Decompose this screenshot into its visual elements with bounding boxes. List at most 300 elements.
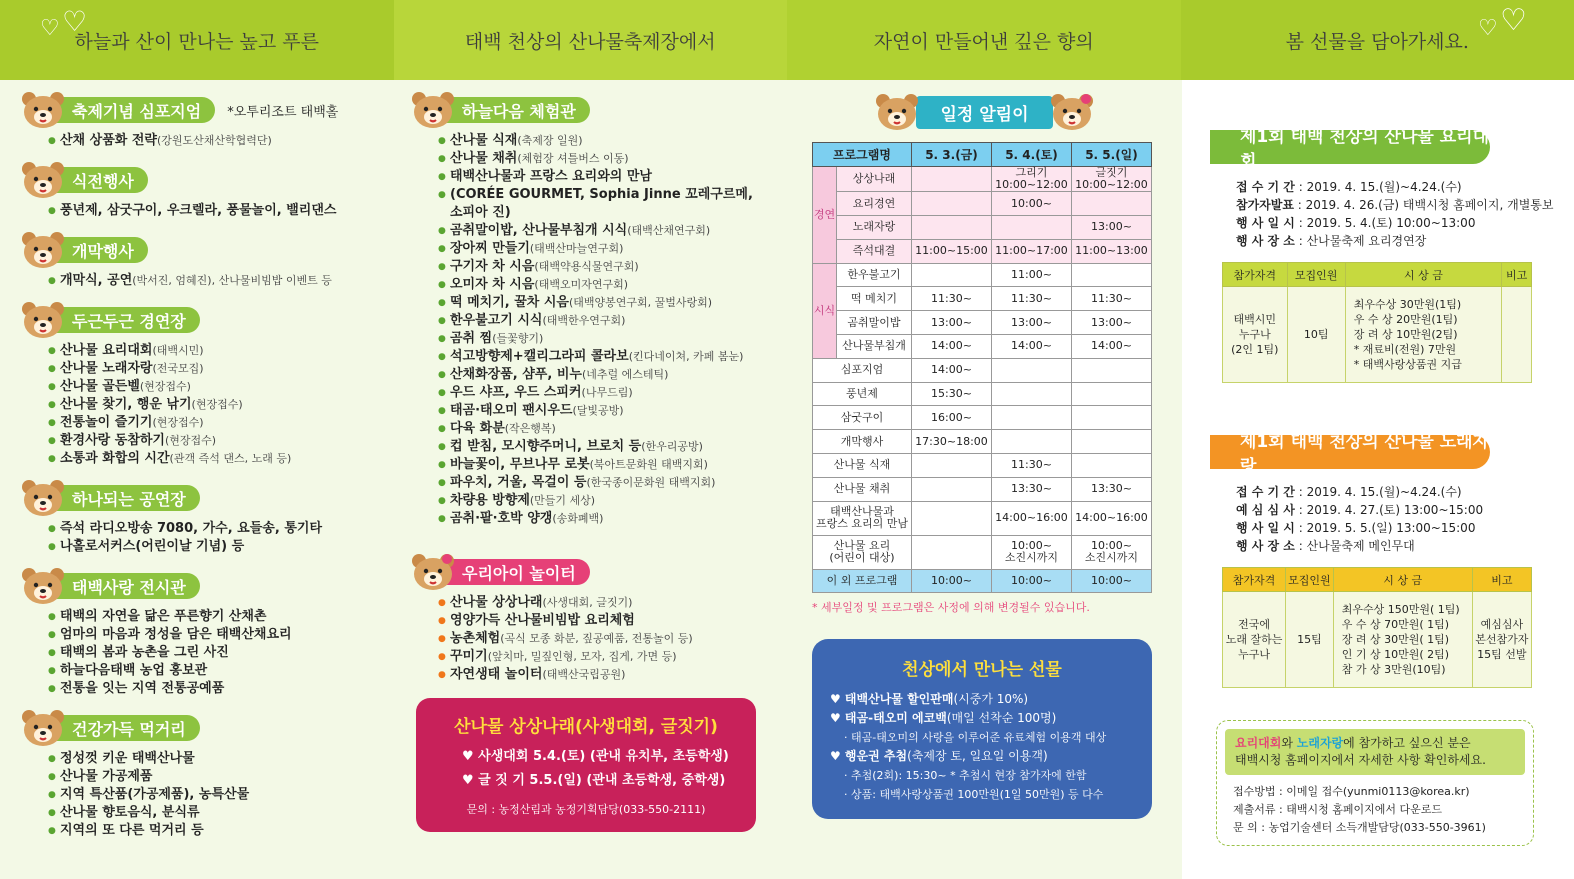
item-note: (나무드림): [581, 386, 633, 399]
list-item: [60, 804, 388, 822]
schedule-cell: 11:30~: [1071, 287, 1151, 311]
info-row: 접 수 기 간 : 2019. 4. 15.(월)~4.24.(수): [1236, 180, 1462, 194]
schedule-cell: 10:00~: [1071, 569, 1151, 593]
gift-line: [830, 785, 1134, 804]
info-label: 접 수 기 간: [1236, 485, 1295, 499]
item-text: 파우치, 거울, 목걸이 등: [450, 475, 587, 490]
item-text: 다육 화분: [450, 421, 505, 436]
schedule-cell: 10:00~: [991, 569, 1071, 593]
info-label: 참가자발표: [1236, 198, 1294, 212]
contest-qual: 태백시민 누구나 (2인 1팀): [1223, 287, 1288, 383]
item-text: 전통놀이 즐기기: [60, 415, 153, 430]
inquiry-text: 에 참가하고 싶으신 분은: [1343, 736, 1471, 750]
item-text: 엄마의 마음과 정성을 담은 태백산채요리: [60, 627, 292, 642]
item-note: (킨다네이쳐, 카페 봄눈): [628, 350, 744, 363]
item-note: (곡식 모종 화분, 짚공예품, 전통놀이 등): [500, 632, 693, 645]
item-text: 산나물 요리대회: [60, 343, 153, 358]
section-title: 두근두근 경연장: [54, 307, 200, 333]
item-text: 자연생태 놀이터: [450, 667, 543, 682]
list-item: [450, 594, 768, 612]
list-item: [450, 612, 768, 630]
schedule-header-cell: 프로그램명: [813, 143, 912, 167]
item-text: 소통과 화합의 시간: [60, 451, 170, 466]
schedule-cell: [911, 192, 991, 216]
program-name: 곰취말이밥: [837, 311, 912, 335]
item-note: (태백산마늘연구회): [529, 242, 624, 255]
bear-icon: [18, 566, 68, 606]
item-text: 산나물 골든벨: [60, 379, 140, 394]
schedule-cell: 14:00~: [1071, 334, 1151, 358]
schedule-cell: 10:00~ 소진시까지: [991, 535, 1071, 569]
list-item: [60, 272, 388, 290]
list-item: [60, 432, 388, 450]
list-item: [450, 366, 768, 384]
item-text: 산채 상품화 전략: [60, 133, 157, 148]
schedule-header: [812, 90, 1157, 134]
list-item: [450, 276, 768, 294]
item-note: (한우리공방): [641, 440, 703, 453]
list-item: [60, 644, 388, 662]
gift-text: · 상품: 태백사랑상품권 100만원(1일 50만원) 등 다수: [844, 788, 1104, 802]
heart-icon: ♡: [40, 16, 60, 41]
list-item: [450, 456, 768, 474]
item-text: 태곰·태오미 팬시우드: [450, 403, 573, 418]
schedule-header-cell: 5. 5.(일): [1071, 143, 1151, 167]
list-item: [60, 786, 388, 804]
list-item: [450, 420, 768, 438]
bear-icon: [408, 90, 458, 130]
item-note: (앞치마, 밀짚인형, 모자, 집게, 가면 등): [487, 650, 677, 663]
program-section: [18, 566, 388, 698]
contest-header-cell: 시 상 금: [1345, 263, 1502, 287]
schedule-cell: 14:00~16:00: [1071, 501, 1151, 535]
table-row: [1223, 287, 1532, 383]
heart-icon: ♡: [1478, 16, 1498, 41]
item-note: (강원도산채산학협력단): [156, 134, 272, 147]
item-text: 컵 받침, 모시향주머니, 브로치 등: [450, 439, 642, 454]
info-label: 행 사 장 소: [1236, 234, 1295, 248]
list-item: [450, 402, 768, 420]
item-note: (체험장 셔틀버스 이동): [517, 152, 629, 165]
item-text: 지역 특산품(가공제품), 농특산물: [60, 787, 250, 802]
bear-icon: [18, 230, 68, 270]
left-column: [18, 90, 388, 850]
experience-section: [408, 90, 768, 528]
program-section: [18, 300, 388, 468]
experience-list: [408, 132, 768, 528]
schedule-cell: 17:30~18:00: [911, 430, 991, 454]
schedule-cell: [1071, 263, 1151, 287]
item-text: 꾸미기: [450, 649, 488, 664]
schedule-cell: 13:00~: [1071, 311, 1151, 335]
program-name: 풍년제: [813, 382, 912, 406]
schedule-cell: 11:30~: [911, 287, 991, 311]
program-name: 산나물부침개: [837, 334, 912, 358]
section-list: [18, 520, 388, 556]
item-note: (송화폐백): [552, 512, 604, 525]
inquiry-box: [1216, 720, 1534, 846]
contest-box: [416, 698, 756, 832]
schedule-cell: 10:00~ 소진시까지: [1071, 535, 1151, 569]
list-item: [450, 666, 768, 684]
schedule-cell: [911, 167, 991, 192]
list-item: [450, 312, 768, 330]
info-value: 2019. 5. 4.(토) 10:00~13:00: [1306, 216, 1476, 230]
info-row: 행 사 일 시 : 2019. 5. 5.(일) 13:00~15:00: [1236, 521, 1476, 535]
contest-header-cell: 시 상 금: [1333, 568, 1472, 592]
item-text: 전통을 잇는 지역 전통공예품: [60, 681, 225, 696]
item-text: 곰취 찜: [450, 331, 493, 346]
table-row: [813, 477, 1152, 501]
gift-text: ♥ 태곰-태오미 에코백: [830, 711, 947, 726]
info-row: 참가자발표 : 2019. 4. 26.(금) 태백시청 홈페이지, 개별통보: [1236, 198, 1554, 212]
gift-line: [830, 747, 1134, 766]
inquiry-sing: 노래자랑: [1296, 736, 1344, 750]
schedule-cell: [1071, 192, 1151, 216]
section-title: 건강가득 먹거리: [54, 715, 200, 741]
contest-prize: 최우수상 30만원(1팀) 우 수 상 20만원(1팀) 장 려 상 10만원(2팀) * 재료비(전원) 7만원 * 태백사랑상품권 지급: [1345, 287, 1502, 383]
contest-count: 10팀: [1287, 287, 1345, 383]
item-text: 즉석 라디오방송 7080, 가수, 요들송, 통기타: [60, 521, 322, 536]
contest-prize: 최우수상 150만원( 1팀) 우 수 상 70만원( 1팀) 장 려 상 30만원( 1팀) 인 기 상 10만원( 2팀) 참 가 상 3만원(10팀): [1333, 592, 1472, 688]
schedule-cell: [911, 535, 991, 569]
gift-title: 천상에서 만나는 선물: [902, 660, 1062, 681]
heart-icon: ♡: [62, 5, 88, 38]
item-note: (현장접수): [191, 398, 243, 411]
list-item: [450, 438, 768, 456]
item-text: 우드 샤프, 우드 스피커: [450, 385, 582, 400]
schedule-cell: [1071, 382, 1151, 406]
item-text: 산나물 노래자랑: [60, 361, 153, 376]
schedule-header-cell: 5. 4.(토): [991, 143, 1071, 167]
section-title: 태백사랑 전시관: [54, 573, 200, 599]
item-text: 정성껏 키운 태백산나물: [60, 751, 195, 766]
kids-section: [408, 552, 768, 684]
item-text: 산나물 찾기, 행운 낚기: [60, 397, 192, 412]
item-note: (태백양봉연구회, 꿀벌사랑회): [568, 296, 713, 309]
list-item: [60, 360, 388, 378]
group-label: 경연: [813, 167, 837, 264]
program-name: 요리경연: [837, 192, 912, 216]
item-note: (들꽃향기): [492, 332, 544, 345]
info-label: 예 심 심 사: [1236, 503, 1295, 517]
item-note: (태백시민): [152, 344, 204, 357]
inquiry-cook: 요리대회: [1235, 736, 1282, 750]
schedule-cell: 10:00~: [991, 192, 1071, 216]
table-row: [1223, 592, 1532, 688]
inquiry-row: 제출서류 : 태백시청 홈페이지에서 다운로드: [1233, 803, 1442, 816]
schedule-cell: [991, 382, 1071, 406]
list-item: [60, 450, 388, 468]
program-section: [18, 90, 388, 150]
table-row: [813, 311, 1152, 335]
schedule-cell: [1071, 453, 1151, 477]
list-item: [450, 258, 768, 276]
list-item: [60, 396, 388, 414]
list-item: [60, 750, 388, 768]
table-row: [813, 215, 1152, 239]
program-name: 산나물 요리 (어린이 대상): [813, 535, 912, 569]
schedule-cell: 10:00~: [911, 569, 991, 593]
gift-line: [830, 690, 1134, 709]
schedule-cell: [1071, 406, 1151, 430]
list-item: [60, 342, 388, 360]
inquiry-value: 태백시청 홈페이지에서 다운로드: [1286, 803, 1442, 816]
contest-header-cell: 비고: [1502, 263, 1532, 287]
item-text: 구기자 차 시음: [450, 259, 535, 274]
contest-note: 예심심사 본선참가자 15팀 선발: [1472, 592, 1531, 688]
section-note: *오투리조트 태백홀: [227, 104, 339, 120]
item-text: 바늘꽃이, 무브나무 로봇: [450, 457, 590, 472]
list-item: [450, 186, 768, 222]
sing-contest: [1182, 432, 1574, 688]
table-row: [813, 263, 1152, 287]
header-band: [0, 0, 1574, 80]
item-text: 산채화장품, 샴푸, 비누: [450, 367, 582, 382]
item-text: 차량용 방향제: [450, 493, 530, 508]
gift-note: (시중가 10%): [953, 692, 1029, 707]
contest-header-cell: 모집인원: [1286, 568, 1334, 592]
table-row: [813, 569, 1152, 593]
item-text: 곰취말이밥, 산나물부침개 시식: [450, 223, 628, 238]
item-note: (태백산채연구회): [627, 224, 711, 237]
schedule-cell: 11:00~13:00: [1071, 239, 1151, 263]
section-title: 식전행사: [54, 167, 148, 193]
list-item: [60, 768, 388, 786]
item-note: (태백산국립공원): [542, 668, 626, 681]
gift-line: [830, 766, 1134, 785]
list-item: [450, 330, 768, 348]
item-text: 태백의 자연을 닮은 푸른향기 산채촌: [60, 609, 267, 624]
list-item: [450, 348, 768, 366]
schedule-cell: 11:00~: [991, 263, 1071, 287]
item-text: 산나물 가공제품: [60, 769, 153, 784]
inquiry-row: 접수방법 : 이메일 접수(yunmi0113@korea.kr): [1233, 785, 1470, 798]
section-list: [18, 342, 388, 468]
program-name: 상상나래: [837, 167, 912, 192]
contest-note: [1502, 287, 1532, 383]
gift-text: ♥ 태백산나물 할인판매: [830, 692, 954, 707]
item-text: 한우불고기 시식: [450, 313, 543, 328]
list-item: [450, 294, 768, 312]
experience-title: 하늘다음 체험관: [444, 97, 590, 123]
item-text: 지역의 또 다른 먹거리 등: [60, 823, 204, 838]
group-label: 시식: [813, 263, 837, 358]
kids-list: [408, 594, 768, 684]
program-name: 노래자랑: [837, 215, 912, 239]
table-row: [813, 358, 1152, 382]
section-list: [18, 202, 388, 220]
section-list: [18, 132, 388, 150]
program-name: 산나물 채취: [813, 477, 912, 501]
schedule-cell: [911, 477, 991, 501]
inquiry-label: 접수방법: [1233, 785, 1276, 798]
item-note: (박서진, 엄혜진), 산나물비빔밥 이벤트 등: [132, 274, 332, 287]
schedule-cell: [1071, 358, 1151, 382]
table-row: [813, 406, 1152, 430]
contest-header-cell: 비고: [1472, 568, 1531, 592]
cook-table: [1222, 262, 1532, 383]
bear-girl-icon: [1047, 92, 1097, 132]
schedule-cell: [991, 406, 1071, 430]
table-row: [813, 239, 1152, 263]
program-section: [18, 478, 388, 556]
item-note: (축제장 일원): [517, 134, 583, 147]
schedule-cell: [911, 215, 991, 239]
inquiry-label: 제출서류: [1233, 803, 1276, 816]
contest-count: 15팀: [1286, 592, 1334, 688]
table-row: [813, 287, 1152, 311]
item-text: 곰취·팥·호박 양갱: [450, 511, 553, 526]
table-row: [813, 430, 1152, 454]
item-text: 농촌체험: [450, 631, 501, 646]
contest-header-cell: 참가자격: [1223, 263, 1288, 287]
section-title: 하나되는 공연장: [54, 485, 200, 511]
table-row: [813, 192, 1152, 216]
item-note: (만들기 세상): [529, 494, 596, 507]
list-item: [450, 630, 768, 648]
inquiry-label: 문 의: [1233, 821, 1258, 834]
schedule-cell: 11:00~17:00: [991, 239, 1071, 263]
list-item: [450, 168, 768, 186]
item-note: (네추럴 에스테틱): [581, 368, 669, 381]
item-note: (전국모집): [152, 362, 204, 375]
list-item: [450, 132, 768, 150]
bear-icon: [18, 90, 68, 130]
info-value: 2019. 4. 15.(월)~4.24.(수): [1306, 485, 1462, 499]
list-item: [60, 608, 388, 626]
list-item: [60, 626, 388, 644]
schedule-cell: 11:30~: [991, 287, 1071, 311]
schedule-header-cell: 5. 3.(금): [911, 143, 991, 167]
schedule-cell: [911, 263, 991, 287]
table-row: [813, 167, 1152, 192]
schedule-cell: [991, 215, 1071, 239]
contest-contact: 문의 : 농정산림과 농정기획담당(033-550-2111): [466, 803, 706, 816]
program-section: [18, 708, 388, 840]
info-label: 행 사 장 소: [1236, 539, 1295, 553]
schedule-cell: [911, 501, 991, 535]
schedule-cell: 11:00~15:00: [911, 239, 991, 263]
info-label: 행 사 일 시: [1236, 216, 1295, 230]
item-text: 환경사랑 동참하기: [60, 433, 165, 448]
item-text: 하늘다음태백 농업 홍보관: [60, 663, 208, 678]
program-name: 개막행사: [813, 430, 912, 454]
program-name: 삼굿구이: [813, 406, 912, 430]
contest-line: ♥ 글 짓 기 5.5.(일) (관내 초등학생, 중학생): [462, 773, 726, 788]
bear-icon: [18, 300, 68, 340]
list-item: [450, 492, 768, 510]
schedule-cell: 글짓기 10:00~12:00: [1071, 167, 1151, 192]
item-note: (한국종이문화원 태백지회): [586, 476, 716, 489]
table-row: [813, 334, 1152, 358]
schedule-cell: 11:30~: [991, 453, 1071, 477]
gift-text: · 추첨(2회): 15:30~ * 추첨시 현장 참가자에 한함: [844, 769, 1087, 783]
program-section: [18, 160, 388, 220]
cook-contest: [1182, 127, 1574, 383]
list-item: [450, 648, 768, 666]
item-text: 풍년제, 삼굿구이, 우크렐라, 풍물놀이, 밸리댄스: [60, 203, 337, 218]
section-title: 개막행사: [54, 237, 148, 263]
list-item: [450, 384, 768, 402]
info-value: 2019. 4. 15.(월)~4.24.(수): [1306, 180, 1462, 194]
schedule-title: 일정 알림이: [916, 96, 1052, 129]
program-name: 즉석대결: [837, 239, 912, 263]
section-list: [18, 272, 388, 290]
gift-line: [830, 728, 1134, 747]
schedule-column: [812, 90, 1157, 819]
contest-qual: 전국에 노래 잘하는 누구나: [1223, 592, 1286, 688]
gift-text: ♥ 행운권 추첨: [830, 749, 908, 764]
item-text: 태백의 봄과 농촌을 그린 사진: [60, 645, 229, 660]
inquiry-text: 와: [1281, 736, 1297, 750]
item-note: (달빛공방): [572, 404, 624, 417]
header-text-3: 자연이 만들어낸 깊은 향의: [787, 0, 1181, 80]
sing-table: [1222, 567, 1532, 688]
list-item: [450, 510, 768, 528]
info-value: 산나물축제 메인무대: [1306, 539, 1415, 553]
schedule-cell: 그리기 10:00~12:00: [991, 167, 1071, 192]
item-note: (태백오미자연구회): [534, 278, 628, 291]
info-row: 행 사 장 소 : 산나물축제 요리경연장: [1236, 234, 1427, 248]
contest-title: 산나물 상상나래(사생대회, 글짓기): [454, 717, 718, 737]
info-label: 접 수 기 간: [1236, 180, 1295, 194]
item-text: 산나물 향토음식, 분식류: [60, 805, 200, 820]
list-item: [60, 132, 388, 150]
info-row: 접 수 기 간 : 2019. 4. 15.(월)~4.24.(수): [1236, 485, 1462, 499]
schedule-cell: 14:00~: [991, 334, 1071, 358]
info-label: 행 사 일 시: [1236, 521, 1295, 535]
contest-header-cell: 모집인원: [1287, 263, 1345, 287]
header-text-1: 하늘과 산이 만나는 높고 푸른: [0, 0, 394, 80]
list-item: [60, 662, 388, 680]
list-item: [60, 202, 388, 220]
item-text: 나홀로서커스(어린이날 기념) 등: [60, 539, 245, 554]
schedule-cell: 14:00~16:00: [991, 501, 1071, 535]
inquiry-line2: 태백시청 홈페이지에서 자세한 사항 확인하세요.: [1235, 753, 1486, 767]
item-note: (태백약용식물연구회): [534, 260, 639, 273]
program-name: 심포지엄: [813, 358, 912, 382]
item-note: (작은행복): [504, 422, 556, 435]
schedule-cell: 13:30~: [991, 477, 1071, 501]
schedule-cell: [991, 430, 1071, 454]
info-value: 2019. 4. 27.(토) 13:00~15:00: [1306, 503, 1484, 517]
info-value: 산나물축제 요리경연장: [1306, 234, 1427, 248]
header-text-2: 태백 천상의 산나물축제장에서: [394, 0, 788, 80]
schedule-cell: [991, 358, 1071, 382]
bear-icon: [18, 708, 68, 748]
bear-icon: [18, 478, 68, 518]
item-text: 태백산나물과 프랑스 요리와의 만남: [450, 169, 652, 184]
item-text: 석고방향제+캘리그라피 콜라보: [450, 349, 629, 364]
inquiry-row: 문 의 : 농업기술센터 소득개발담당(033-550-3961): [1233, 821, 1486, 834]
item-text: 떡 메치기, 꿀차 시음: [450, 295, 569, 310]
schedule-table: [812, 142, 1152, 593]
item-text: (CORÉE GOURMET, Sophia Jinne 꼬레구르메, 소피아 진): [450, 187, 753, 220]
schedule-cell: 13:00~: [991, 311, 1071, 335]
item-text: 영양가득 산나물비빔밥 요리체험: [450, 613, 635, 628]
list-item: [60, 378, 388, 396]
program-name: 한우불고기: [837, 263, 912, 287]
schedule-cell: 13:00~: [1071, 215, 1151, 239]
contest-line: ♥ 사생대회 5.4.(토) (관내 유치부, 초등학생): [462, 749, 729, 764]
inquiry-value: 이메일 접수(yunmi0113@korea.kr): [1286, 785, 1470, 798]
info-value: 2019. 4. 26.(금) 태백시청 홈페이지, 개별통보: [1305, 198, 1554, 212]
inquiry-value: 농업기술센터 소득개발담당(033-550-3961): [1268, 821, 1486, 834]
item-note: (현장접수): [165, 434, 217, 447]
contest-header-cell: 참가자격: [1223, 568, 1286, 592]
section-list: [18, 608, 388, 698]
